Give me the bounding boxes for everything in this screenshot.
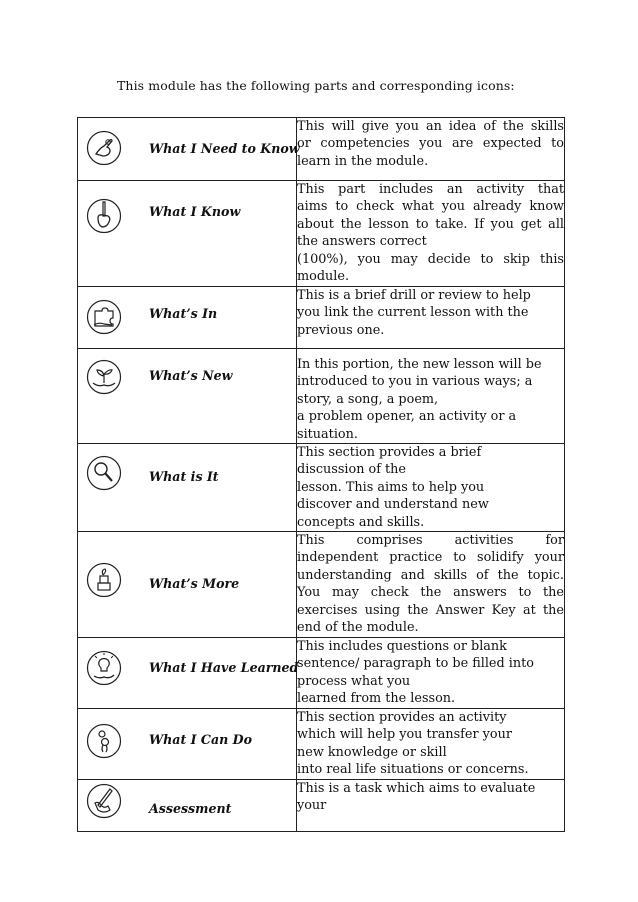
table-row — [78, 709, 565, 780]
desc-line: or competencies you are expected to — [297, 136, 564, 152]
desc-line: which will help you transfer your — [297, 727, 512, 743]
desc-line: This comprises activities for — [297, 533, 564, 549]
desc-line: exercises using the Answer Key at the — [297, 602, 564, 618]
desc-line: This part includes an activity that — [297, 182, 564, 197]
desc-line: the answers correct — [297, 234, 427, 250]
part-name: What’s New — [149, 368, 233, 383]
part-name: What I Have Learned — [149, 660, 299, 676]
lightbulb-hand-icon — [86, 650, 122, 686]
table-row — [78, 638, 565, 709]
desc-line: This is a brief drill or review to help — [297, 288, 531, 303]
desc-line: process what you — [297, 673, 411, 689]
table-row — [78, 287, 565, 349]
part-name: What is It — [149, 469, 219, 485]
desc-line: previous one. — [297, 322, 385, 338]
table-row — [78, 444, 565, 532]
desc-line: This section provides a brief — [297, 445, 482, 461]
desc-line: learn in the module. — [297, 153, 429, 169]
table-row — [78, 118, 565, 181]
puzzle-hand-icon — [86, 299, 122, 335]
desc-line: discussion of the — [297, 462, 406, 478]
desc-line: end of the module. — [297, 620, 419, 636]
desc-line: you link the current lesson with the — [297, 305, 529, 321]
part-name: What’s More — [149, 576, 240, 592]
desc-line: This is a task which aims to evaluate — [297, 780, 536, 796]
desc-line: This section provides an activity — [297, 710, 507, 726]
part-name: What’s In — [149, 306, 218, 321]
desc-line: introduced to you in various ways; a — [297, 374, 533, 390]
desc-line: (100%), you may decide to skip this — [297, 251, 564, 267]
desc-line: module. — [297, 269, 350, 285]
desc-line: You may check the answers to the — [297, 585, 564, 601]
part-name: Assessment — [149, 800, 232, 816]
desc-line: lesson. This aims to help you — [297, 479, 485, 495]
seedling-hands-icon — [86, 359, 122, 395]
part-name: What I Know — [149, 204, 241, 219]
desc-line: into real life situations or concerns. — [297, 762, 529, 778]
desc-line: situation. — [297, 426, 358, 442]
table-row — [78, 349, 565, 444]
desc-line: sentence/ paragraph to be filled into — [297, 656, 534, 672]
gears-icon — [86, 723, 122, 759]
intro-text: This module has the following parts and corresponding icons: — [117, 78, 515, 93]
desc-line: a problem opener, an activity or a — [297, 409, 517, 425]
desc-line: This will give you an idea of the skills — [297, 119, 564, 134]
desc-line: In this portion, the new lesson will be — [297, 357, 542, 372]
finger-pointing-icon — [86, 130, 122, 166]
desc-line: understanding and skills of the topic. — [297, 567, 564, 583]
desc-line: concepts and skills. — [297, 514, 425, 530]
desc-line: new knowledge or skill — [297, 744, 447, 760]
desc-line: story, a song, a poem, — [297, 391, 439, 407]
parts-table — [77, 117, 565, 832]
desc-line: learned from the lesson. — [297, 691, 456, 707]
stacked-blocks-icon — [86, 562, 122, 598]
desc-line: your — [297, 798, 327, 814]
desc-line: This includes questions or blank — [297, 639, 507, 655]
part-name: What I Need to Know — [149, 141, 300, 156]
table-row — [78, 181, 565, 287]
part-name: What I Can Do — [149, 732, 252, 748]
magnifying-glass-icon — [86, 455, 122, 491]
desc-line: discover and understand new — [297, 497, 489, 513]
table-row — [78, 779, 565, 831]
desc-line: aims to check what you already know — [297, 199, 564, 215]
writing-hand-icon — [86, 783, 122, 819]
desc-line: about the lesson to take. If you get all — [297, 216, 564, 232]
table-row — [78, 532, 565, 638]
desc-line: independent practice to solidify your — [297, 550, 564, 566]
pencil-hand-icon — [86, 198, 122, 234]
